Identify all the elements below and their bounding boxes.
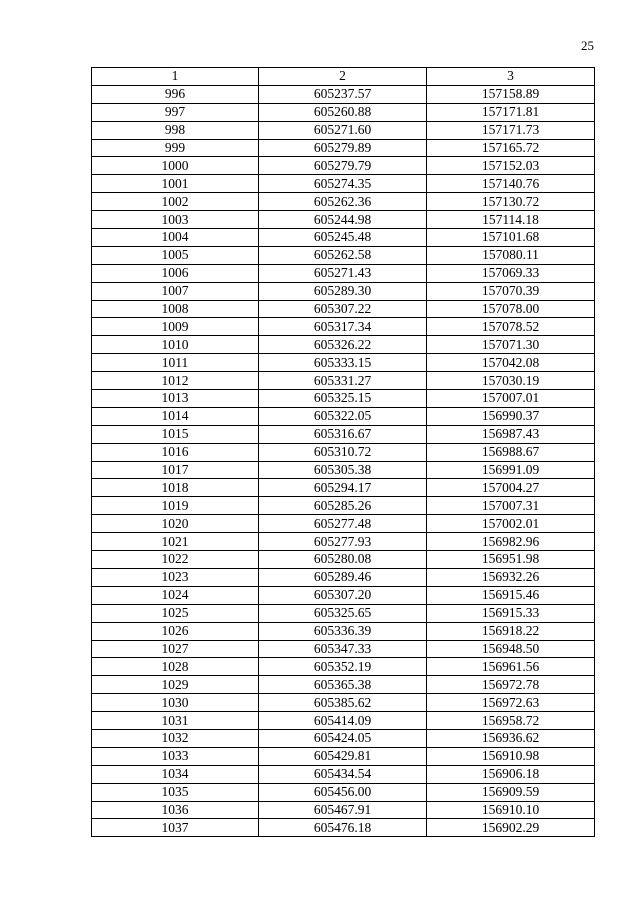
y-coordinate-cell: 156982.96	[427, 533, 595, 551]
table-row	[92, 586, 595, 604]
point-number-cell: 1027	[92, 640, 259, 658]
point-number-cell: 1019	[92, 497, 259, 515]
point-number-cell: 1023	[92, 568, 259, 586]
table-header-row	[92, 68, 595, 86]
table-row	[92, 264, 595, 282]
point-number-cell: 1011	[92, 354, 259, 372]
table-row	[92, 747, 595, 765]
point-number-cell: 1016	[92, 443, 259, 461]
point-number-cell: 1000	[92, 157, 259, 175]
table-row	[92, 318, 595, 336]
y-coordinate-cell: 157030.19	[427, 372, 595, 390]
y-coordinate-cell: 156951.98	[427, 551, 595, 569]
point-number-cell: 1028	[92, 658, 259, 676]
y-coordinate-cell: 157071.30	[427, 336, 595, 354]
x-coordinate-cell: 605289.30	[259, 282, 427, 300]
point-number-cell: 1003	[92, 211, 259, 229]
x-coordinate-cell: 605277.48	[259, 515, 427, 533]
table-row	[92, 712, 595, 730]
y-coordinate-cell: 156909.59	[427, 783, 595, 801]
point-number-cell: 1015	[92, 425, 259, 443]
y-coordinate-cell: 157078.00	[427, 300, 595, 318]
point-number-cell: 1024	[92, 586, 259, 604]
table-row	[92, 121, 595, 139]
y-coordinate-cell: 156902.29	[427, 819, 595, 837]
x-coordinate-cell: 605325.65	[259, 604, 427, 622]
table-body	[92, 85, 595, 836]
y-coordinate-cell: 156910.10	[427, 801, 595, 819]
x-coordinate-cell: 605262.36	[259, 193, 427, 211]
point-number-cell: 996	[92, 85, 259, 103]
table-row	[92, 461, 595, 479]
y-coordinate-cell: 157152.03	[427, 157, 595, 175]
point-number-cell: 1036	[92, 801, 259, 819]
x-coordinate-cell: 605294.17	[259, 479, 427, 497]
x-coordinate-cell: 605336.39	[259, 622, 427, 640]
x-coordinate-cell: 605279.79	[259, 157, 427, 175]
y-coordinate-cell: 157007.01	[427, 390, 595, 408]
point-number-cell: 1007	[92, 282, 259, 300]
point-number-cell: 1026	[92, 622, 259, 640]
y-coordinate-cell: 156958.72	[427, 712, 595, 730]
table-row	[92, 533, 595, 551]
point-number-cell: 1035	[92, 783, 259, 801]
y-coordinate-cell: 156915.46	[427, 586, 595, 604]
point-number-cell: 1025	[92, 604, 259, 622]
point-number-cell: 1034	[92, 765, 259, 783]
table-row	[92, 551, 595, 569]
y-coordinate-cell: 157042.08	[427, 354, 595, 372]
x-coordinate-cell: 605365.38	[259, 676, 427, 694]
x-coordinate-cell: 605260.88	[259, 103, 427, 121]
y-coordinate-cell: 157114.18	[427, 211, 595, 229]
y-coordinate-cell: 157078.52	[427, 318, 595, 336]
y-coordinate-cell: 157165.72	[427, 139, 595, 157]
point-number-cell: 1022	[92, 551, 259, 569]
point-number-cell: 998	[92, 121, 259, 139]
point-number-cell: 1005	[92, 246, 259, 264]
x-coordinate-cell: 605322.05	[259, 407, 427, 425]
table-row	[92, 801, 595, 819]
table-row	[92, 211, 595, 229]
table-row	[92, 604, 595, 622]
table-row	[92, 640, 595, 658]
y-coordinate-cell: 156972.78	[427, 676, 595, 694]
y-coordinate-cell: 157069.33	[427, 264, 595, 282]
point-number-cell: 1014	[92, 407, 259, 425]
x-coordinate-cell: 605434.54	[259, 765, 427, 783]
x-coordinate-cell: 605305.38	[259, 461, 427, 479]
column-header-2: 2	[259, 68, 427, 86]
point-number-cell: 1029	[92, 676, 259, 694]
y-coordinate-cell: 157171.81	[427, 103, 595, 121]
y-coordinate-cell: 156915.33	[427, 604, 595, 622]
x-coordinate-cell: 605277.93	[259, 533, 427, 551]
y-coordinate-cell: 157007.31	[427, 497, 595, 515]
y-coordinate-cell: 157002.01	[427, 515, 595, 533]
y-coordinate-cell: 156961.56	[427, 658, 595, 676]
page-number: 25	[581, 38, 594, 53]
x-coordinate-cell: 605279.89	[259, 139, 427, 157]
table-row	[92, 103, 595, 121]
coordinates-table	[91, 67, 595, 837]
x-coordinate-cell: 605347.33	[259, 640, 427, 658]
point-number-cell: 1020	[92, 515, 259, 533]
table-row	[92, 783, 595, 801]
table-row	[92, 443, 595, 461]
y-coordinate-cell: 157070.39	[427, 282, 595, 300]
x-coordinate-cell: 605280.08	[259, 551, 427, 569]
x-coordinate-cell: 605285.26	[259, 497, 427, 515]
table-row	[92, 765, 595, 783]
point-number-cell: 1033	[92, 747, 259, 765]
point-number-cell: 997	[92, 103, 259, 121]
y-coordinate-cell: 156987.43	[427, 425, 595, 443]
x-coordinate-cell: 605467.91	[259, 801, 427, 819]
x-coordinate-cell: 605289.46	[259, 568, 427, 586]
y-coordinate-cell: 157140.76	[427, 175, 595, 193]
point-number-cell: 1021	[92, 533, 259, 551]
y-coordinate-cell: 156910.98	[427, 747, 595, 765]
point-number-cell: 1001	[92, 175, 259, 193]
table-row	[92, 300, 595, 318]
point-number-cell: 999	[92, 139, 259, 157]
table-row	[92, 497, 595, 515]
y-coordinate-cell: 156906.18	[427, 765, 595, 783]
table-row	[92, 139, 595, 157]
x-coordinate-cell: 605325.15	[259, 390, 427, 408]
x-coordinate-cell: 605476.18	[259, 819, 427, 837]
table-row	[92, 372, 595, 390]
point-number-cell: 1031	[92, 712, 259, 730]
y-coordinate-cell: 156948.50	[427, 640, 595, 658]
x-coordinate-cell: 605237.57	[259, 85, 427, 103]
x-coordinate-cell: 605456.00	[259, 783, 427, 801]
table-row	[92, 694, 595, 712]
y-coordinate-cell: 156988.67	[427, 443, 595, 461]
table-row	[92, 729, 595, 747]
y-coordinate-cell: 156918.22	[427, 622, 595, 640]
x-coordinate-cell: 605424.05	[259, 729, 427, 747]
y-coordinate-cell: 156932.26	[427, 568, 595, 586]
x-coordinate-cell: 605307.20	[259, 586, 427, 604]
y-coordinate-cell: 157101.68	[427, 229, 595, 247]
y-coordinate-cell: 157171.73	[427, 121, 595, 139]
x-coordinate-cell: 605274.35	[259, 175, 427, 193]
point-number-cell: 1010	[92, 336, 259, 354]
table-row	[92, 85, 595, 103]
table-row	[92, 336, 595, 354]
y-coordinate-cell: 156972.63	[427, 694, 595, 712]
table-row	[92, 282, 595, 300]
point-number-cell: 1012	[92, 372, 259, 390]
table-row	[92, 354, 595, 372]
y-coordinate-cell: 157004.27	[427, 479, 595, 497]
table-row	[92, 568, 595, 586]
x-coordinate-cell: 605310.72	[259, 443, 427, 461]
y-coordinate-cell: 157130.72	[427, 193, 595, 211]
y-coordinate-cell: 156990.37	[427, 407, 595, 425]
point-number-cell: 1013	[92, 390, 259, 408]
x-coordinate-cell: 605331.27	[259, 372, 427, 390]
x-coordinate-cell: 605245.48	[259, 229, 427, 247]
table-row	[92, 819, 595, 837]
table-row	[92, 479, 595, 497]
x-coordinate-cell: 605385.62	[259, 694, 427, 712]
x-coordinate-cell: 605271.43	[259, 264, 427, 282]
table-row	[92, 425, 595, 443]
x-coordinate-cell: 605317.34	[259, 318, 427, 336]
x-coordinate-cell: 605316.67	[259, 425, 427, 443]
table-row	[92, 246, 595, 264]
point-number-cell: 1037	[92, 819, 259, 837]
point-number-cell: 1009	[92, 318, 259, 336]
point-number-cell: 1002	[92, 193, 259, 211]
x-coordinate-cell: 605307.22	[259, 300, 427, 318]
table-row	[92, 193, 595, 211]
table-row	[92, 229, 595, 247]
point-number-cell: 1032	[92, 729, 259, 747]
table-row	[92, 515, 595, 533]
table-row	[92, 157, 595, 175]
x-coordinate-cell: 605352.19	[259, 658, 427, 676]
point-number-cell: 1006	[92, 264, 259, 282]
point-number-cell: 1018	[92, 479, 259, 497]
y-coordinate-cell: 157080.11	[427, 246, 595, 264]
table-row	[92, 676, 595, 694]
y-coordinate-cell: 157158.89	[427, 85, 595, 103]
x-coordinate-cell: 605244.98	[259, 211, 427, 229]
y-coordinate-cell: 156991.09	[427, 461, 595, 479]
table-row	[92, 175, 595, 193]
table-row	[92, 658, 595, 676]
x-coordinate-cell: 605262.58	[259, 246, 427, 264]
x-coordinate-cell: 605326.22	[259, 336, 427, 354]
point-number-cell: 1008	[92, 300, 259, 318]
table-row	[92, 407, 595, 425]
x-coordinate-cell: 605429.81	[259, 747, 427, 765]
column-header-1: 1	[92, 68, 259, 86]
x-coordinate-cell: 605271.60	[259, 121, 427, 139]
x-coordinate-cell: 605414.09	[259, 712, 427, 730]
x-coordinate-cell: 605333.15	[259, 354, 427, 372]
point-number-cell: 1030	[92, 694, 259, 712]
table-row	[92, 390, 595, 408]
column-header-3: 3	[427, 68, 595, 86]
point-number-cell: 1004	[92, 229, 259, 247]
point-number-cell: 1017	[92, 461, 259, 479]
y-coordinate-cell: 156936.62	[427, 729, 595, 747]
table-row	[92, 622, 595, 640]
